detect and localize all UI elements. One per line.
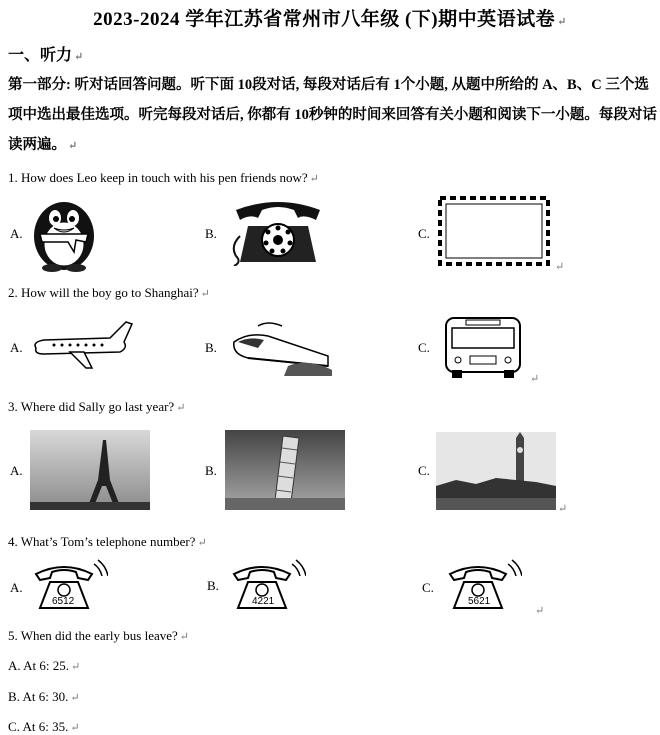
q1-option-b-label: B. bbox=[205, 226, 217, 241]
q2-option-b-label: B. bbox=[205, 340, 217, 355]
q4-option-b-label: B. bbox=[207, 578, 219, 593]
page-title: 2023-2024 学年江苏省常州市八年级 (下)期中英语试卷 ↵ bbox=[93, 9, 567, 30]
paragraph-mark: ↵ bbox=[535, 605, 545, 617]
phone-number-b: 4221 bbox=[252, 596, 275, 607]
eiffel-tower-photo bbox=[30, 430, 150, 510]
q3-option-b-label: B. bbox=[205, 463, 217, 478]
bus-icon bbox=[440, 314, 526, 380]
q3-option-a-label: A. bbox=[10, 463, 23, 478]
q4-option-a-label: A. bbox=[10, 580, 23, 595]
paragraph-mark: ↵ bbox=[555, 261, 565, 273]
question-1: 1. How does Leo keep in touch with his pen friends now? ↵ bbox=[8, 170, 319, 185]
big-ben-photo bbox=[436, 432, 556, 510]
question-4: 4. What’s Tom’s telephone number? ↵ bbox=[8, 534, 207, 549]
q2-option-c-label: C. bbox=[418, 340, 430, 355]
paragraph-mark: ↵ bbox=[530, 373, 540, 385]
q5-option-b: B. At 6: 30. ↵ bbox=[8, 689, 80, 704]
airplane-icon bbox=[30, 318, 134, 372]
q1-option-a-label: A. bbox=[10, 226, 23, 241]
paragraph-mark: ↵ bbox=[558, 503, 568, 515]
q4-option-c-label: C. bbox=[422, 580, 434, 595]
question-2: 2. How will the boy go to Shanghai? ↵ bbox=[8, 285, 210, 300]
leaning-tower-photo bbox=[225, 430, 345, 510]
envelope-icon bbox=[438, 196, 550, 266]
q2-option-a-label: A. bbox=[10, 340, 23, 355]
question-3: 3. Where did Sally go last year? ↵ bbox=[8, 399, 186, 414]
instructions: 第一部分: 听对话回答问题。听下面 10段对话, 每段对话后有 1个小题, 从题中所给的 A、B、C 三个选项中选出最佳选项。听完每段对话后, 你都有 10秒钟的时间来回答有关小题和阅读下一小题。每段对话读两遍。 ↵ bbox=[8, 77, 657, 153]
train-icon bbox=[228, 318, 334, 376]
section-heading: 一、听力 ↵ bbox=[8, 47, 84, 64]
q5-option-a: A. At 6: 25. ↵ bbox=[8, 658, 81, 673]
rotary-phone-icon bbox=[228, 196, 326, 266]
q1-option-c-label: C. bbox=[418, 226, 430, 241]
qq-penguin-icon bbox=[28, 192, 100, 272]
phone-number-a: 6512 bbox=[52, 596, 75, 607]
question-5: 5. When did the early bus leave? ↵ bbox=[8, 628, 189, 643]
q3-option-c-label: C. bbox=[418, 463, 430, 478]
phone-number-c: 5621 bbox=[468, 596, 491, 607]
q5-option-c: C. At 6: 35. ↵ bbox=[8, 719, 80, 734]
